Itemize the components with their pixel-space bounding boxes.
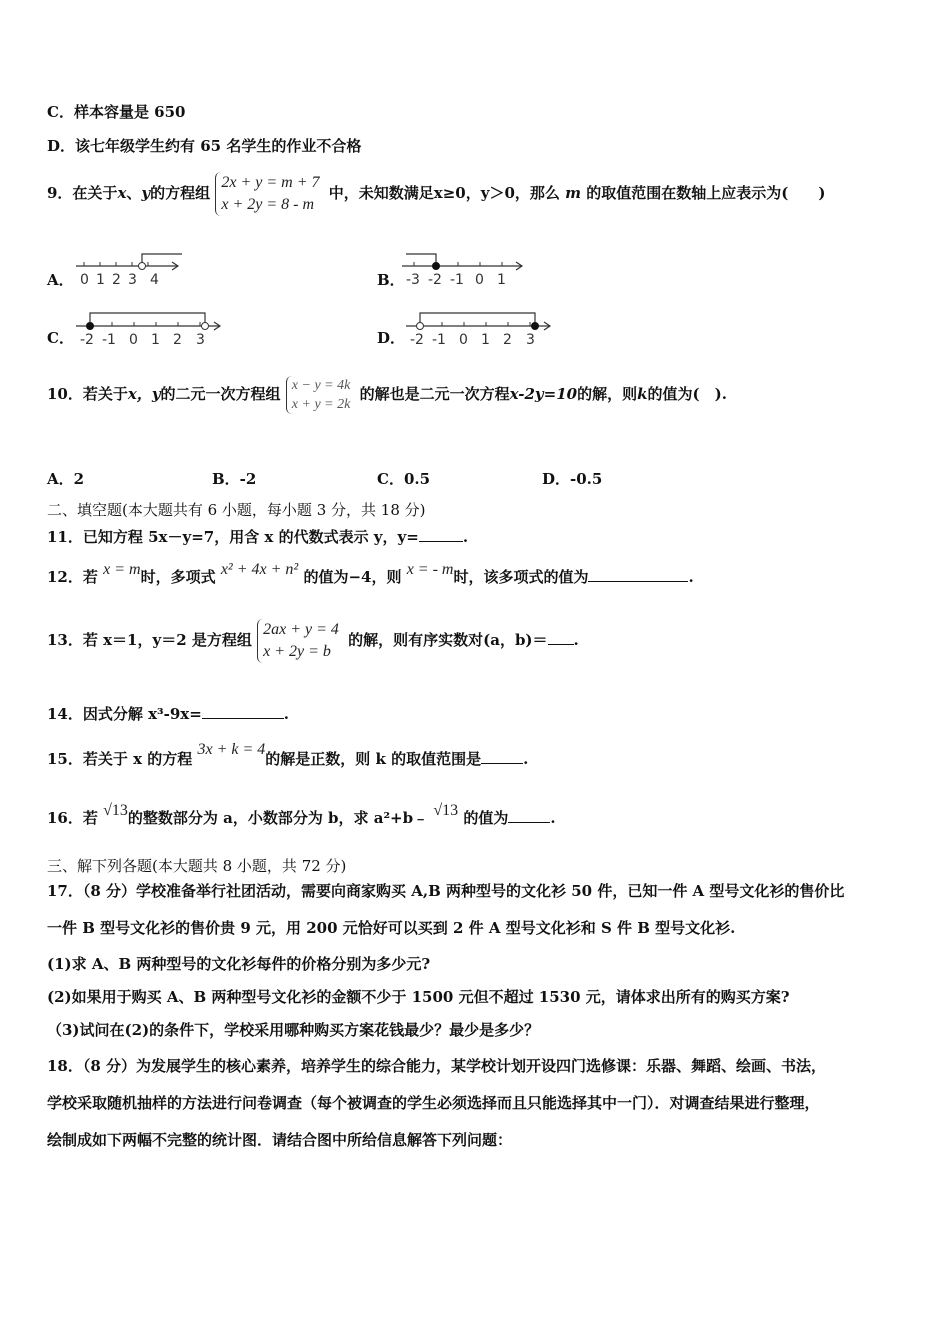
q15-part-b: 的解是正数，则 k 的取值范围是	[265, 750, 482, 768]
question-15: 15．若关于 x 的方程 3x + k = 4的解是正数，则 k 的取值范围是 .	[47, 741, 529, 768]
q9-tail: 的取值范围在数轴上应表示为( )	[586, 184, 826, 202]
q17-line-4: (2)如果用于购买 A、B 两种型号文化衫的金额不少于 1500 元但不超过 1530 元，请体求出所有的购买方案?	[47, 988, 790, 1006]
tick-label: 2	[503, 332, 512, 348]
tick-label: 3	[526, 332, 535, 348]
q17-line-1: 17．（8 分）学校准备举行社团活动，需要向商家购买 A,B 两种型号的文化衫 50 件，已知一件 A 型号文化衫的售价比	[47, 882, 845, 900]
open-point	[417, 323, 424, 330]
tick-label: -1	[102, 332, 116, 348]
q9-condition: 中，未知数满足	[328, 184, 434, 202]
closed-point	[433, 263, 440, 270]
q9-eq2: x + 2y = 8 - m	[221, 196, 315, 213]
q13-part-a: 13．若 x＝1，y＝2 是方程组	[47, 631, 252, 649]
q12-part-b: 时，多项式	[140, 568, 216, 586]
q9-var-x: x	[117, 184, 127, 202]
q9-eq1: 2x + y = m + 7	[221, 174, 320, 191]
closed-point	[87, 323, 94, 330]
q14-answer-blank	[202, 718, 284, 719]
q12-part-c: 的值为−4，则	[303, 568, 402, 586]
q11-answer-blank	[419, 541, 463, 542]
tick-label: 1	[481, 332, 490, 348]
range-bracket	[90, 313, 205, 326]
q17-line-5: （3)试问在(2)的条件下，学校采用哪种购买方案花钱最少？最少是多少？	[47, 1021, 540, 1039]
q10-option-b: B．-2	[212, 470, 257, 488]
question-14: 14．因式分解 x³-9x= .	[47, 705, 290, 723]
range-bracket	[420, 313, 535, 326]
q14-text: 14．因式分解 x³-9x=	[47, 705, 202, 723]
q12-answer-blank	[588, 581, 688, 582]
q12-eq2: x² + 4x + n²	[220, 561, 299, 578]
section-2-heading: 二、填空题(本大题共有 6 小题，每小题 3 分，共 18 分)	[47, 501, 426, 519]
q9-var-y: y	[141, 184, 151, 202]
tick-label: 0	[475, 272, 484, 288]
q12-part-d: 时，该多项式的值为	[453, 568, 589, 586]
tick-label: 1	[151, 332, 160, 348]
open-point	[202, 323, 209, 330]
q16-part-b: 的整数部分为 a，小数部分为 b，求 a²+b﹣	[127, 809, 429, 827]
q9-var-m: m	[565, 184, 581, 202]
q9-prefix: 9．在关于	[47, 184, 118, 202]
tick-label: 3	[128, 272, 137, 288]
q9-option-c-label: C．	[47, 329, 74, 347]
q16-answer-blank	[508, 822, 550, 823]
q11-text: 11．已知方程 5x－y=7，用含 x 的代数式表示 y，y=	[47, 528, 419, 546]
q10-tail2: 的解，则	[577, 385, 638, 403]
q10-mid: 的二元一次方程组	[160, 385, 281, 403]
question-10	[47, 376, 727, 414]
q8-option-c: C．样本容量是 650	[47, 103, 186, 121]
q9-equation-system	[215, 172, 323, 216]
q9-sep: 、	[126, 184, 142, 202]
question-16: 16．若 √13的整数部分为 a，小数部分为 b，求 a²+b﹣ √13 的值为 .	[47, 802, 556, 827]
q17-line-2: 一件 B 型号文化衫的售价贵 9 元，用 200 元恰好可以买到 2 件 A 型号文化衫和 S 件 B 型号文化衫.	[47, 919, 736, 937]
q12-part-a: 12．若	[47, 568, 98, 586]
tick-label: 2	[173, 332, 182, 348]
q16-part-a: 16．若	[47, 809, 98, 827]
tick-label: 3	[196, 332, 205, 348]
tick-label: -3	[406, 272, 420, 288]
q18-line-2: 学校采取随机抽样的方法进行问卷调查（每个被调查的学生必须选择而且只能选择其中一门）．对调查结果进行整理，	[47, 1094, 820, 1112]
q18-line-1: 18．（8 分）为发展学生的核心素养，培养学生的综合能力，某学校计划开设四门选修课：乐器、舞蹈、绘画、书法，	[47, 1057, 827, 1075]
tick-label: 0	[129, 332, 138, 348]
closed-point	[532, 323, 539, 330]
q10-equation-system	[286, 376, 355, 414]
question-11: 11．已知方程 5x－y=7，用含 x 的代数式表示 y，y= .	[47, 528, 469, 546]
q15-answer-blank	[481, 763, 523, 764]
tick-label: 0	[80, 272, 89, 288]
q9-option-b-label: B．	[377, 271, 405, 289]
q16-sqrt-13-second: √13	[433, 802, 459, 819]
q8-option-d: D．该七年级学生约有 65 名学生的作业不合格	[47, 137, 362, 155]
q9-option-c-number-line	[72, 308, 232, 350]
tick-label: -2	[410, 332, 424, 348]
q10-option-a: A．2	[47, 470, 85, 488]
q10-var-k: k	[637, 385, 648, 403]
q15-part-a: 15．若关于 x 的方程	[47, 750, 193, 768]
q10-eq2: x + y = 2k	[291, 397, 351, 412]
tick-label: 0	[459, 332, 468, 348]
q16-sqrt-13-first: √13	[103, 802, 128, 819]
open-point	[139, 263, 146, 270]
q15-equation: 3x + k = 4	[197, 741, 266, 758]
q9-option-d-number-line	[402, 308, 562, 350]
section-3-heading: 三、解下列各题(本大题共 8 小题，共 72 分)	[47, 857, 347, 875]
tick-label: 4	[150, 272, 159, 288]
q9-option-b-number-line	[398, 250, 533, 290]
q10-vars: x，y	[127, 385, 161, 403]
q9-option-a-label: A．	[47, 271, 74, 289]
q13-eq2: x + 2y = b	[263, 643, 331, 660]
question-9	[47, 172, 825, 216]
q10-tail3: 的值为( ).	[647, 385, 727, 403]
question-12: 12．若 x = m时，多项式 x² + 4x + n² 的值为−4，则 x = - m时，该多项式的值为 .	[47, 561, 694, 586]
q12-eq1: x = m	[103, 561, 141, 578]
q18-line-3: 绘制成如下两幅不完整的统计图．请结合图中所给信息解答下列问题：	[47, 1131, 513, 1149]
q17-line-3: (1)求 A、B 两种型号的文化衫每件的价格分别为多少元?	[47, 955, 431, 973]
q10-prefix: 10．若关于	[47, 385, 128, 403]
q10-tail1: 的解也是二元一次方程	[359, 385, 510, 403]
q13-answer-blank	[548, 644, 574, 645]
q10-option-d: D．-0.5	[542, 470, 603, 488]
tick-label: -2	[428, 272, 442, 288]
q16-part-c: 的值为	[463, 809, 509, 827]
tick-label: 1	[497, 272, 506, 288]
tick-label: -1	[432, 332, 446, 348]
tick-label: 1	[96, 272, 105, 288]
q9-mid: 的方程组	[150, 184, 211, 202]
question-13: 13．若 x＝1，y＝2 是方程组 2ax + y = 4 x + 2y = b 的解，则有序实数对(a，b)＝ .	[47, 619, 579, 663]
q13-eq1: 2ax + y = 4	[263, 621, 339, 638]
q9-option-d-label: D．	[377, 329, 406, 347]
q10-eq1: x − y = 4k	[291, 378, 351, 393]
range-bracket	[406, 254, 436, 266]
q9-constraint: x≥0，y＞0，那么	[433, 184, 560, 202]
q13-part-b: 的解，则有序实数对(a，b)＝	[348, 631, 548, 649]
q13-equation-system	[257, 619, 343, 663]
q12-eq3: x = - m	[406, 561, 454, 578]
tick-label: -1	[450, 272, 464, 288]
q10-equation: x-2y=10	[509, 385, 578, 403]
q9-option-a-number-line	[72, 250, 192, 290]
q10-option-c: C．0.5	[377, 470, 431, 488]
tick-label: -2	[80, 332, 94, 348]
tick-label: 2	[112, 272, 121, 288]
